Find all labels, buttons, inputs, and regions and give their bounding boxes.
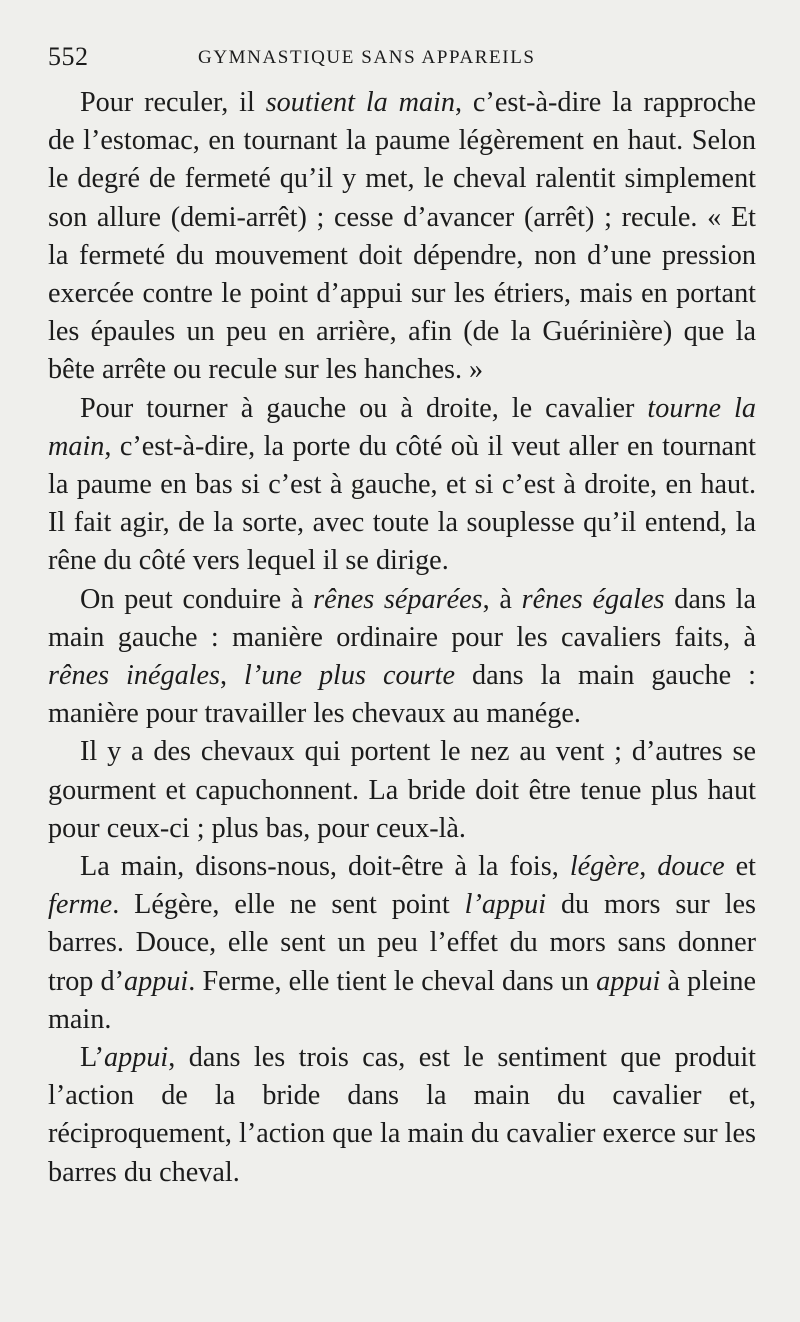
italic-run: légère xyxy=(569,851,640,883)
paragraph-reculer xyxy=(48,84,756,390)
text-run: Pour tourner à gauche ou à droite, le cavalier xyxy=(80,392,648,424)
text-run: et xyxy=(724,851,757,883)
text-run: dans la main gauche : manière pour travailler les chevaux au manége. xyxy=(48,660,756,730)
italic-run: l’une plus courte xyxy=(244,660,455,692)
text-run: Pour reculer, il xyxy=(80,87,266,118)
page-header xyxy=(48,34,756,84)
text-run: Il y a des chevaux qui portent le nez au vent ; d’autres se gourment et capuchonnent. La bride doit être tenue plus haut pour ceux-ci ; plus bas, pour ceux-là. xyxy=(48,736,756,844)
text-run: dans la main gauche : manière ordinaire pour les cavaliers faits, à xyxy=(48,583,757,653)
italic-run: appui xyxy=(104,1042,169,1074)
text-run: , c’est-à-dire la rapproche de l’estomac, en tournant la paume légèrement en haut. Selon le degré de fermeté qu’il y met, le cheval ralentit simplement son allure (demi-arrêt) ; cesse d’avancer (arrêt) ; recule. « Et la fermeté du mouvement doit dépendre, non d’une pression exercée contre le point d’appui sur les étriers, mais en portant les épaules un peu en arrière, afin (de la Guérinière) que la bête arrête ou recule sur les hanches. » xyxy=(48,87,757,386)
italic-run: rênes égales xyxy=(521,583,665,615)
italic-run: rênes inégales xyxy=(48,660,220,692)
paragraph-chevaux xyxy=(48,733,756,848)
italic-run: soutient la main xyxy=(265,87,455,118)
paragraph-conduire xyxy=(48,581,756,734)
text-run: , dans les trois cas, est le sentiment que produit l’action de la bride dans la main du cavalier et, réciproquement, l’action que la main du cavalier exerce sur les barres du cheval. xyxy=(48,1042,756,1188)
running-title: GYMNASTIQUE SANS APPAREILS xyxy=(198,47,536,68)
italic-run: rênes séparées xyxy=(313,583,483,615)
italic-run: appui xyxy=(596,965,661,997)
text-run: , à xyxy=(482,583,522,615)
text-run: La main, disons-nous, doit-être à la fois, xyxy=(80,851,570,883)
text-run: , c’est-à-dire, la porte du côté où il veut aller en tournant la paume en bas si c’est à gauche, et si c’est à droite, en haut. Il fait agir, de la sorte, avec toute la souplesse qu’il entend, la rêne du côté vers lequel il se dirige. xyxy=(48,430,756,577)
italic-run: tourne la main xyxy=(48,392,756,462)
paragraph-la-main xyxy=(48,848,756,1039)
text-run: à pleine main. xyxy=(48,965,757,1035)
text-run: du mors sur les barres. Douce, elle sent un peu l’effet du mors sans donner trop d’ xyxy=(48,889,757,997)
text-run: . Légère, elle ne sent point xyxy=(112,889,465,921)
italic-run: appui xyxy=(124,965,189,997)
text-run: , xyxy=(639,851,658,883)
paragraph-appui xyxy=(48,1039,756,1192)
text-run: On peut conduire à xyxy=(80,583,314,615)
italic-run: douce xyxy=(657,851,725,883)
text-run: , xyxy=(220,660,245,692)
paragraph-tourner xyxy=(48,390,756,581)
italic-run: ferme xyxy=(48,889,113,921)
text-run: L’ xyxy=(80,1042,105,1074)
page-number: 552 xyxy=(48,42,89,71)
text-run: . Ferme, elle tient le cheval dans un xyxy=(188,965,597,997)
italic-run: l’appui xyxy=(464,889,547,921)
body-text xyxy=(48,84,756,1192)
